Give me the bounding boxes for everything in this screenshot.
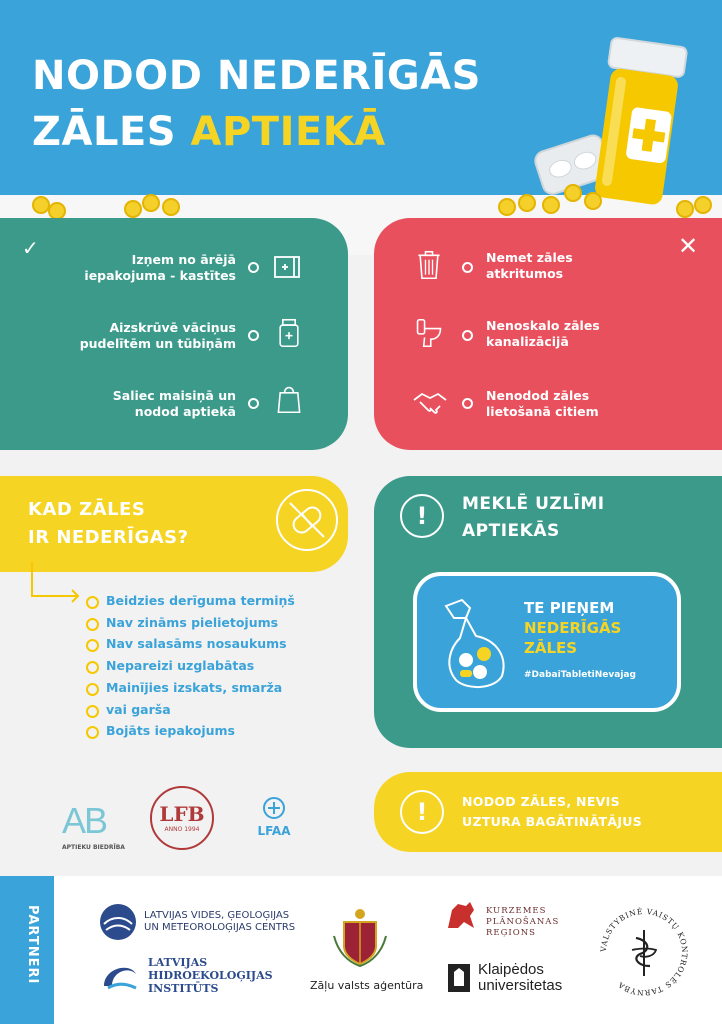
bag-icon	[274, 384, 304, 414]
trash-icon	[414, 250, 444, 280]
ab-logo: AB APTIEKU BIEDRĪBA	[62, 800, 125, 851]
coin-decoration	[518, 194, 536, 212]
do-item-3: Saliec maisiņā un nodod aptiekā	[112, 388, 236, 419]
lfaa-emblem-icon	[262, 796, 286, 820]
pill-bottle-icon	[590, 36, 690, 216]
do-item-1: Izņem no ārējā iepakojuma - kastītes	[84, 252, 236, 283]
hand-with-pills-icon	[436, 596, 516, 692]
dont-item-2: Nenoskalo zāles kanalizācijā	[486, 318, 600, 349]
zva-coat-of-arms-icon	[330, 906, 390, 970]
coin-decoration	[676, 200, 694, 218]
vvkt-name: VALSTYBINĖ VAISTŲ KONTROLĖS TARNYBA	[598, 906, 690, 998]
ku-name: Klaipėdos universitetas	[478, 961, 563, 994]
bullet-icon	[248, 330, 259, 341]
reasons-list	[86, 590, 295, 742]
no-pills-icon	[276, 489, 338, 551]
do-item-2: Aizskrūvē vāciņus pudelītēm un tūbiņām	[79, 320, 236, 351]
list-item: Bojāts iepakojums	[86, 720, 295, 742]
ku-logo-icon	[448, 964, 470, 992]
lvgmc-name: LATVIJAS VIDES, ĢEOLOĢIJAS UN METEOROLOĢIJAS CENTRS	[144, 910, 296, 933]
list-item: Nepareizi uzglabātas	[86, 655, 295, 677]
bullet-icon	[462, 262, 473, 273]
title-line-2	[32, 104, 481, 160]
lfaa-logo: LFAA	[244, 796, 304, 838]
toilet-icon	[414, 318, 444, 348]
vvkt-seal-icon	[596, 904, 692, 1000]
bullet-icon	[248, 262, 259, 273]
kpr-logo-icon	[444, 900, 478, 932]
title-word-aptieka: APTIEKĀ	[190, 109, 386, 155]
lhei-name: LATVIJAS HIDROEKOLOĢIJAS INSTITŪTS	[148, 956, 273, 995]
coin-decoration	[564, 184, 582, 202]
bullet-icon	[462, 398, 473, 409]
exclamation-icon: !	[400, 790, 444, 834]
sticker-heading: MEKLĒ UZLĪMI APTIEKĀS	[462, 494, 605, 541]
coin-decoration	[142, 194, 160, 212]
lhei-logo-icon	[100, 958, 140, 992]
bullet-icon	[248, 398, 259, 409]
kpr-name: KURZEMES PLĀNOŠANAS REĢIONS	[486, 906, 560, 938]
dont-item-3: Nenodod zāles lietošanā citiem	[486, 388, 599, 419]
coin-decoration	[694, 196, 712, 214]
close-icon: ✕	[678, 232, 699, 260]
dont-item-1: Nemet zāles atkritumos	[486, 250, 573, 281]
zva-name: Zāļu valsts aģentūra	[310, 979, 424, 992]
sticker-label: TE PIEŅEM NEDERĪGĀS ZĀLES	[524, 599, 622, 657]
arrow-connector	[28, 560, 88, 610]
bottom-note: NODOD ZĀLES, NEVIS UZTURA BAGĀTINĀTĀJUS	[462, 794, 643, 829]
coin-decoration	[584, 192, 602, 210]
list-item: Mainījies izskats, smarža	[86, 677, 295, 699]
check-icon: ✓	[22, 236, 39, 260]
lfb-logo: LFB ANNO 1994	[150, 786, 214, 850]
list-item-continued: vai garša	[86, 699, 295, 721]
bullet-icon	[462, 330, 473, 341]
coin-decoration	[498, 198, 516, 216]
title-word-zales: ZĀLES	[32, 109, 177, 155]
lvgmc-logo-icon	[98, 902, 138, 942]
box-icon	[272, 252, 302, 282]
exclamation-icon: !	[400, 494, 444, 538]
list-item: Beidzies derīguma termiņš	[86, 590, 295, 612]
question-heading: KAD ZĀLES IR NEDERĪGAS?	[28, 499, 189, 548]
title-line-1: NODOD NEDERĪGĀS	[32, 53, 481, 99]
coin-decoration	[542, 196, 560, 214]
coin-decoration	[124, 200, 142, 218]
page-title	[32, 48, 481, 160]
hashtag: #DabaiTabletiNevajag	[524, 670, 636, 680]
list-item: Nav zināms pielietojums	[86, 612, 295, 634]
list-item: Nav salasāms nosaukums	[86, 633, 295, 655]
partners-label: PARTNERI	[25, 905, 40, 985]
handshake-icon	[412, 388, 448, 418]
bottle-icon	[274, 318, 304, 348]
coin-decoration	[162, 198, 180, 216]
